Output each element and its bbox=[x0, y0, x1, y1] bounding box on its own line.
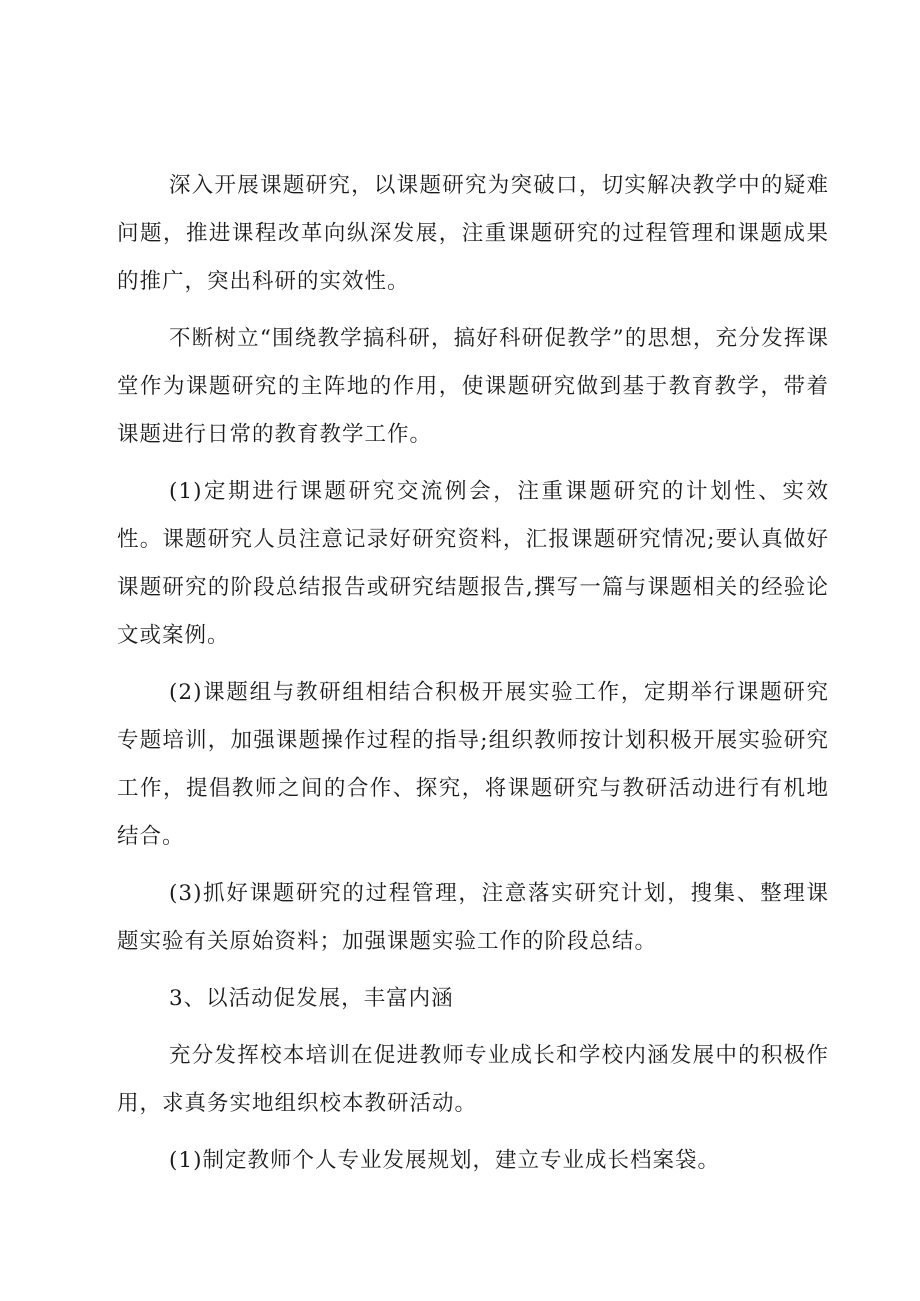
paragraph-item-2-group-combination: (2)课题组与教研组相结合积极开展实验工作，定期举行课题研究专题培训，加强课题操作过程的指导;组织教师按计划积极开展实验研究工作，提倡教师之间的合作、探究，将课题研究与教研活动进行有机地结合。 bbox=[117, 680, 829, 849]
section-heading-activities: 3、以活动促发展，丰富内涵 bbox=[169, 986, 454, 1011]
paragraph-research-depth: 深入开展课题研究，以课题研究为突破口，切实解决教学中的疑难问题，推进课程改革向纵深发展，注重课题研究的过程管理和课题成果的推广，突出科研的实效性。 bbox=[117, 173, 829, 294]
paragraph-item-1-development-plan: (1)制定教师个人专业发展规划，建立专业成长档案袋。 bbox=[169, 1148, 720, 1173]
paragraph-item-3-process-management: (3)抓好课题研究的过程管理，注意落实研究计划，搜集、整理课题实验有关原始资料；加强课题实验工作的阶段总结。 bbox=[117, 881, 829, 954]
paragraph-research-teaching: 不断树立“围绕教学搞科研，搞好科研促教学”的思想，充分发挥课堂作为课题研究的主阵地的作用，使课题研究做到基于教育教学，带着课题进行日常的教育教学工作。 bbox=[117, 326, 829, 447]
paragraph-item-1-meetings: (1)定期进行课题研究交流例会，注重课题研究的计划性、实效性。课题研究人员注意记录好研究资料，汇报课题研究情况;要认真做好课题研究的阶段总结报告或研究结题报告,撰写一篇与课题相关的经验论文或案例。 bbox=[117, 479, 829, 648]
paragraph-school-training: 充分发挥校本培训在促进教师专业成长和学校内涵发展中的积极作用，求真务实地组织校本教研活动。 bbox=[117, 1043, 829, 1116]
document-body bbox=[117, 162, 829, 1185]
